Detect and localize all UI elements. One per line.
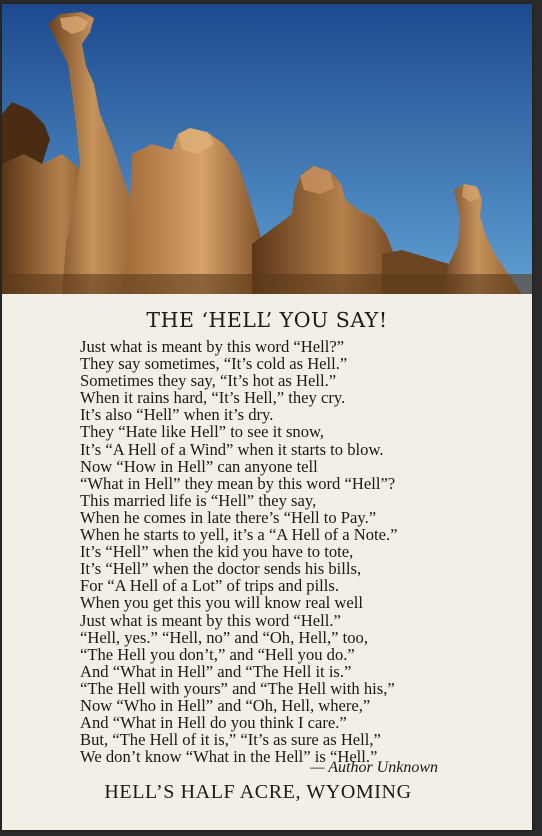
poem-line: Now “How in Hell” can anyone tell: [80, 456, 318, 476]
poem-line: And “What in Hell do you think I care.”: [80, 713, 347, 733]
poem-line: This married life is “Hell” they say,: [80, 490, 317, 510]
poem-line: It’s “A Hell of a Wind” when it starts to blow.: [80, 439, 384, 459]
poem-line: It’s also “Hell” when it’s dry.: [80, 405, 274, 425]
poem-line: It’s “Hell” when the doctor sends his bills,: [80, 559, 362, 579]
location-caption: HELL’S HALF ACRE, WYOMING: [104, 781, 412, 803]
rock-formation-illustration: [2, 4, 532, 294]
poem-line: “Hell, yes.” “Hell, no” and “Oh, Hell,” too,: [80, 627, 368, 647]
poem-lines: [80, 338, 398, 765]
poem-line: “The Hell you don’t,” and “Hell you do.”: [80, 644, 355, 664]
poem-text-area: [2, 294, 532, 830]
poem-title: THE ‘HELL’ YOU SAY!: [146, 308, 388, 332]
poem-line: For “A Hell of a Lot” of trips and pills.: [80, 576, 340, 596]
poem-line: Sometimes they say, “It’s hot as Hell.”: [80, 371, 337, 391]
poem-line: When he comes in late there’s “Hell to Pay.”: [80, 507, 377, 527]
poem-line: But, “The Hell of it is,” “It’s as sure as Hell,”: [80, 730, 381, 750]
rock-formation-photo: [2, 4, 532, 294]
poem-line: Just what is meant by this word “Hell?”: [80, 337, 345, 356]
poem-line: When you get this you will know real well: [80, 593, 363, 613]
poem-line: We don’t know “What in the Hell” is “Hell.”: [80, 747, 378, 767]
poem-line: Just what is meant by this word “Hell.”: [80, 610, 341, 630]
poem-line: They “Hate like Hell” to see it snow,: [80, 422, 325, 442]
poem-line: “What in Hell” they mean by this word “Hell”?: [80, 473, 396, 493]
poem-line: When he starts to yell, it’s a “A Hell of a Note.”: [80, 525, 398, 545]
poem-line: It’s “Hell” when the kid you have to tote,: [80, 542, 354, 562]
poem-line: And “What in Hell” and “The Hell it is.”: [80, 661, 352, 681]
poem-line: They say sometimes, “It’s cold as Hell.”: [80, 354, 348, 374]
postcard: [2, 4, 532, 830]
author-credit: — Author Unknown: [310, 759, 438, 776]
poem-line: “The Hell with yours” and “The Hell with his,”: [80, 678, 395, 698]
poem-line: Now “Who in Hell” and “Oh, Hell, where,”: [80, 695, 371, 715]
poem-line: When it rains hard, “It’s Hell,” they cry.: [80, 388, 346, 408]
